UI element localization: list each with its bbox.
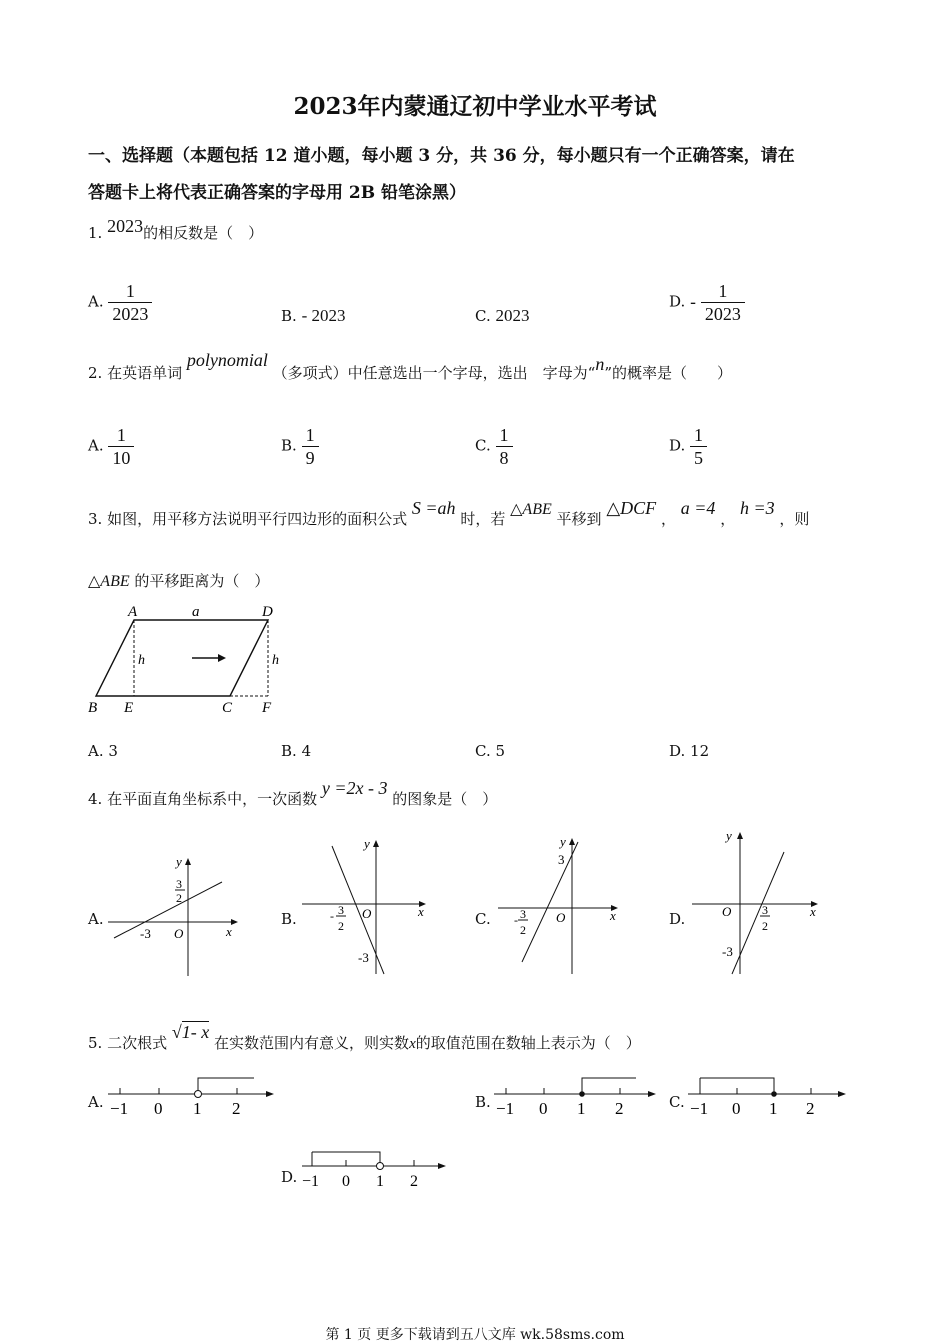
svg-text:−1: −1: [496, 1099, 515, 1118]
svg-text:F: F: [262, 700, 272, 716]
svg-text:E: E: [124, 700, 134, 716]
svg-text:-3: -3: [140, 926, 151, 941]
svg-text:x: x: [226, 924, 232, 939]
question-2: 2. 在英语单词 polynomial （多项式）中任意选出一个字母，选出 字母为“n”的概率是（ ）: [88, 350, 733, 382]
svg-text:−1: −1: [110, 1099, 129, 1118]
section-line-2: 答题卡上将代表正确答案的字母用 2B 铅笔涂黑）: [88, 183, 467, 203]
number-line-d: [298, 1146, 454, 1194]
graph-a: [104, 850, 244, 980]
svg-text:−1: −1: [690, 1099, 709, 1118]
svg-text:0: 0: [732, 1099, 741, 1118]
q4-option-d[interactable]: D.: [669, 910, 686, 928]
q5-option-b[interactable]: B.: [475, 1093, 491, 1111]
svg-text:2: 2: [176, 891, 182, 905]
svg-text:y: y: [364, 836, 370, 851]
number-line-c: [684, 1072, 854, 1120]
question-5: 5. 二次根式 √1- x 在实数范围内有意义，则实数x的取值范围在数轴上表示为（ ）: [88, 1022, 641, 1052]
svg-text:2: 2: [410, 1173, 418, 1190]
question-3: 3. 如图，用平移方法说明平行四边形的面积公式 S =ah 时，若 △ABE 平移到 △DCF ， a =4 ， h =3 ，则: [88, 498, 810, 528]
svg-text:O: O: [722, 904, 732, 919]
svg-text:-: -: [330, 909, 334, 923]
svg-text:1: 1: [769, 1099, 778, 1118]
fraction: $\frac{1}{9}$: [302, 424, 319, 469]
svg-text:A: A: [128, 604, 138, 620]
q2-word: polynomial: [186, 350, 268, 370]
q1-option-b[interactable]: B. - 2023: [281, 306, 346, 325]
q2-option-a[interactable]: A. $\frac{1}{10}$: [88, 424, 134, 469]
svg-text:0: 0: [539, 1099, 548, 1118]
q3-option-b[interactable]: B. 4: [281, 742, 312, 760]
svg-text:a: a: [192, 604, 200, 620]
svg-text:2: 2: [806, 1099, 815, 1118]
graph-d: [688, 826, 828, 978]
svg-text:1: 1: [193, 1099, 202, 1118]
svg-text:x: x: [810, 904, 816, 919]
q1-number: 1.: [88, 224, 103, 242]
fraction: $\frac{1}{5}$: [690, 424, 707, 469]
svg-text:1: 1: [577, 1099, 586, 1118]
svg-text:0: 0: [342, 1173, 350, 1190]
section-line-1: 一、选择题（本题包括 12 道小题，每小题 3 分，共 36 分，每小题只有一个正确答案，请在: [88, 146, 795, 166]
fraction: $\frac{1}{2023}$: [701, 280, 745, 325]
graph-b: [298, 836, 438, 978]
q1-option-a[interactable]: A. $\frac{1}{2023}$: [88, 280, 152, 325]
q5-option-c[interactable]: C.: [669, 1093, 685, 1111]
q3-option-d[interactable]: D. 12: [669, 742, 710, 760]
number-line-a: [104, 1072, 282, 1120]
q4-option-b[interactable]: B.: [281, 910, 297, 928]
q3-option-c[interactable]: C. 5: [475, 742, 506, 760]
q3-option-a[interactable]: A. 3: [88, 742, 118, 760]
question-1: [88, 216, 264, 243]
svg-text:h: h: [272, 653, 279, 668]
svg-text:1: 1: [376, 1173, 384, 1190]
svg-text:x: x: [610, 908, 616, 923]
graph-c: [494, 832, 634, 978]
fraction: $\frac{1}{2023}$: [108, 280, 152, 325]
page-title: 2023年内蒙通辽初中学业水平考试: [293, 93, 657, 120]
svg-text:-3: -3: [358, 950, 369, 965]
svg-text:C: C: [222, 700, 233, 716]
fraction: $\frac{1}{10}$: [108, 424, 134, 469]
fraction: $\frac{1}{8}$: [496, 424, 513, 469]
q1-option-c[interactable]: C. 2023: [475, 306, 530, 325]
svg-text:O: O: [174, 926, 184, 941]
svg-text:O: O: [362, 906, 372, 921]
parallelogram-figure: [84, 600, 294, 720]
q2-option-b[interactable]: B. $\frac{1}{9}$: [281, 424, 319, 469]
sqrt-radical: √1- x: [171, 1022, 210, 1042]
svg-text:y: y: [726, 828, 732, 843]
q4-option-c[interactable]: C.: [475, 910, 491, 928]
svg-text:-3: -3: [722, 944, 733, 959]
q1-option-d[interactable]: D. - $\frac{1}{2023}$: [669, 280, 745, 325]
svg-text:2: 2: [338, 919, 344, 933]
q5-option-d[interactable]: D.: [281, 1168, 298, 1186]
svg-text:y: y: [560, 834, 566, 849]
svg-text:0: 0: [154, 1099, 163, 1118]
svg-text:2: 2: [520, 923, 526, 937]
page-footer: 第 1 页 更多下载请到五八文库 wk.58sms.com: [325, 1327, 625, 1343]
number-line-b: [490, 1072, 664, 1120]
q4-option-a[interactable]: A.: [88, 910, 104, 928]
svg-text:3: 3: [558, 852, 565, 867]
svg-text:3: 3: [176, 877, 182, 891]
svg-text:O: O: [556, 910, 566, 925]
svg-text:3: 3: [338, 903, 344, 917]
svg-text:y: y: [176, 854, 182, 869]
q1-text: 的相反数是（ ）: [143, 224, 264, 242]
section-heading: [88, 138, 878, 212]
svg-text:D: D: [262, 604, 273, 620]
svg-text:-: -: [514, 913, 518, 927]
q2-option-c[interactable]: C. $\frac{1}{8}$: [475, 424, 513, 469]
svg-text:2: 2: [232, 1099, 241, 1118]
question-4: 4. 在平面直角坐标系中，一次函数 y =2x - 3 的图象是（ ）: [88, 778, 498, 808]
q2-option-d[interactable]: D. $\frac{1}{5}$: [669, 424, 707, 469]
svg-text:−1: −1: [302, 1173, 320, 1190]
svg-text:h: h: [138, 653, 145, 668]
svg-text:B: B: [88, 700, 98, 716]
svg-text:x: x: [418, 904, 424, 919]
q1-expression: 2023: [107, 216, 144, 236]
svg-text:3: 3: [762, 903, 768, 917]
question-3-line-2: △ABE 的平移距离为（ ）: [88, 572, 270, 590]
svg-text:3: 3: [520, 907, 526, 921]
q5-option-a[interactable]: A.: [88, 1093, 104, 1111]
svg-text:2: 2: [615, 1099, 624, 1118]
svg-text:2: 2: [762, 919, 768, 933]
